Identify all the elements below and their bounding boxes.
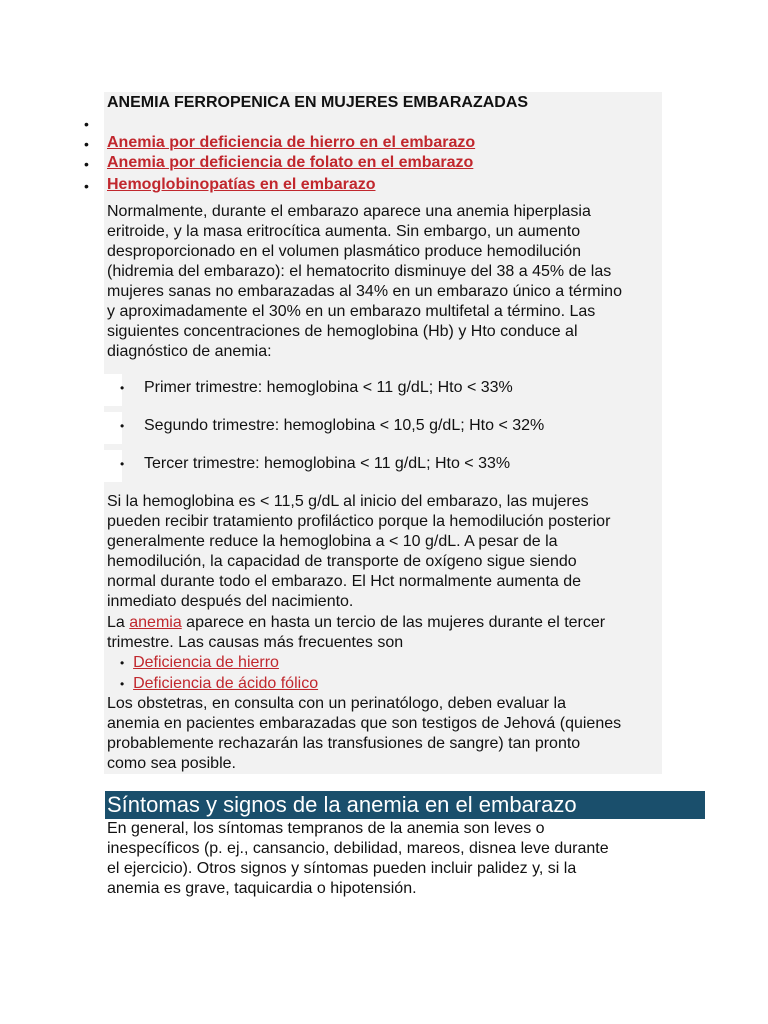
text-line: Normalmente, durante el embarazo aparece una anemia hiperplasia bbox=[107, 203, 591, 220]
text-line: inespecíficos (p. ej., cansancio, debilidad, mareos, disnea leve durante bbox=[107, 840, 609, 857]
trimester-text: Primer trimestre: hemoglobina < 11 g/dL; Hto < 33% bbox=[144, 379, 513, 396]
text-line: siguientes concentraciones de hemoglobina (Hb) y Hto conduce al bbox=[107, 323, 578, 340]
anemia-link[interactable]: anemia bbox=[129, 614, 182, 631]
toc-link-iron-deficiency[interactable]: Anemia por deficiencia de hierro en el embarazo bbox=[107, 134, 476, 151]
bullet-dot: • bbox=[120, 457, 125, 471]
text-line: normal durante todo el embarazo. El Hct normalmente aumenta de bbox=[107, 573, 582, 590]
toc-bullet-3: • bbox=[84, 178, 89, 194]
text-line: diagnóstico de anemia: bbox=[107, 343, 272, 360]
text-line: el ejercicio). Otros signos y síntomas pueden incluir palidez y, si la bbox=[107, 860, 577, 877]
page-title: ANEMIA FERROPENICA EN MUJERES EMBARAZADAS bbox=[107, 94, 529, 111]
bullet-dot: • bbox=[120, 656, 125, 670]
toc-bullet-1: • bbox=[84, 136, 89, 152]
trimester-item-3 bbox=[120, 454, 510, 474]
bullet-dot: • bbox=[120, 381, 125, 395]
prophylaxis-paragraph bbox=[107, 492, 663, 612]
text-line: inmediato después del nacimiento. bbox=[107, 593, 354, 610]
text-line: desproporcionado en el volumen plasmático produce hemodilución bbox=[107, 243, 582, 260]
symptoms-paragraph bbox=[107, 819, 663, 899]
text-line: anemia en pacientes embarazadas que son testigos de Jehová (quienes bbox=[107, 715, 622, 732]
text-line: anemia es grave, taquicardia o hipotensión. bbox=[107, 880, 417, 897]
causes-intro-paragraph bbox=[107, 613, 663, 653]
text-line: como sea posible. bbox=[107, 755, 236, 772]
bullet-dot: • bbox=[120, 677, 125, 691]
text-line: pueden recibir tratamiento profiláctico porque la hemodilución posterior bbox=[107, 513, 611, 530]
text-line: En general, los síntomas tempranos de la anemia son leves o bbox=[107, 820, 545, 837]
text-line: hemodilución, la capacidad de transporte de oxígeno sigue siendo bbox=[107, 553, 577, 570]
text-line: Los obstetras, en consulta con un perinatólogo, deben evaluar la bbox=[107, 695, 566, 712]
text-prefix: La bbox=[107, 614, 130, 631]
text-line: y aproximadamente el 30% en un embarazo multifetal a término. Las bbox=[107, 303, 596, 320]
toc-link-folate-deficiency[interactable]: Anemia por deficiencia de folato en el embarazo bbox=[107, 154, 474, 171]
text-line: generalmente reduce la hemoglobina a < 10 g/dL. A pesar de la bbox=[107, 533, 558, 550]
section-heading: Síntomas y signos de la anemia en el embarazo bbox=[107, 792, 577, 817]
text-rest: aparece en hasta un tercio de las mujeres durante el tercer bbox=[181, 614, 606, 631]
bullet-dot: • bbox=[120, 419, 125, 433]
toc-link-hemoglobinopathies[interactable]: Hemoglobinopatías en el embarazo bbox=[107, 176, 376, 193]
cause-link-iron[interactable]: Deficiencia de hierro bbox=[133, 654, 279, 671]
cause-item-2 bbox=[120, 674, 318, 694]
text-line: mujeres sanas no embarazadas al 34% en un embarazo único a término bbox=[107, 283, 622, 300]
text-line: eritroide, y la masa eritrocítica aumenta. Sin embargo, un aumento bbox=[107, 223, 581, 240]
cause-item-1 bbox=[120, 653, 279, 673]
text-line: probablemente rechazarán las transfusiones de sangre) tan pronto bbox=[107, 735, 581, 752]
text-line: Si la hemoglobina es < 11,5 g/dL al inicio del embarazo, las mujeres bbox=[107, 493, 589, 510]
obstetricians-paragraph bbox=[107, 694, 663, 774]
trimester-item-1 bbox=[120, 378, 513, 398]
toc-bullet-2: • bbox=[84, 156, 89, 172]
trimester-text: Segundo trimestre: hemoglobina < 10,5 g/dL; Hto < 32% bbox=[144, 417, 545, 434]
empty-bullet: • bbox=[84, 116, 89, 132]
cause-link-folic-acid[interactable]: Deficiencia de ácido fólico bbox=[133, 675, 319, 692]
trimester-item-2 bbox=[120, 416, 544, 436]
text-line bbox=[107, 613, 663, 633]
text-line: (hidremia del embarazo): el hematocrito disminuye del 38 a 45% de las bbox=[107, 263, 612, 280]
text-line: trimestre. Las causas más frecuentes son bbox=[107, 634, 404, 651]
trimester-text: Tercer trimestre: hemoglobina < 11 g/dL; Hto < 33% bbox=[144, 455, 511, 472]
intro-paragraph bbox=[107, 202, 663, 362]
